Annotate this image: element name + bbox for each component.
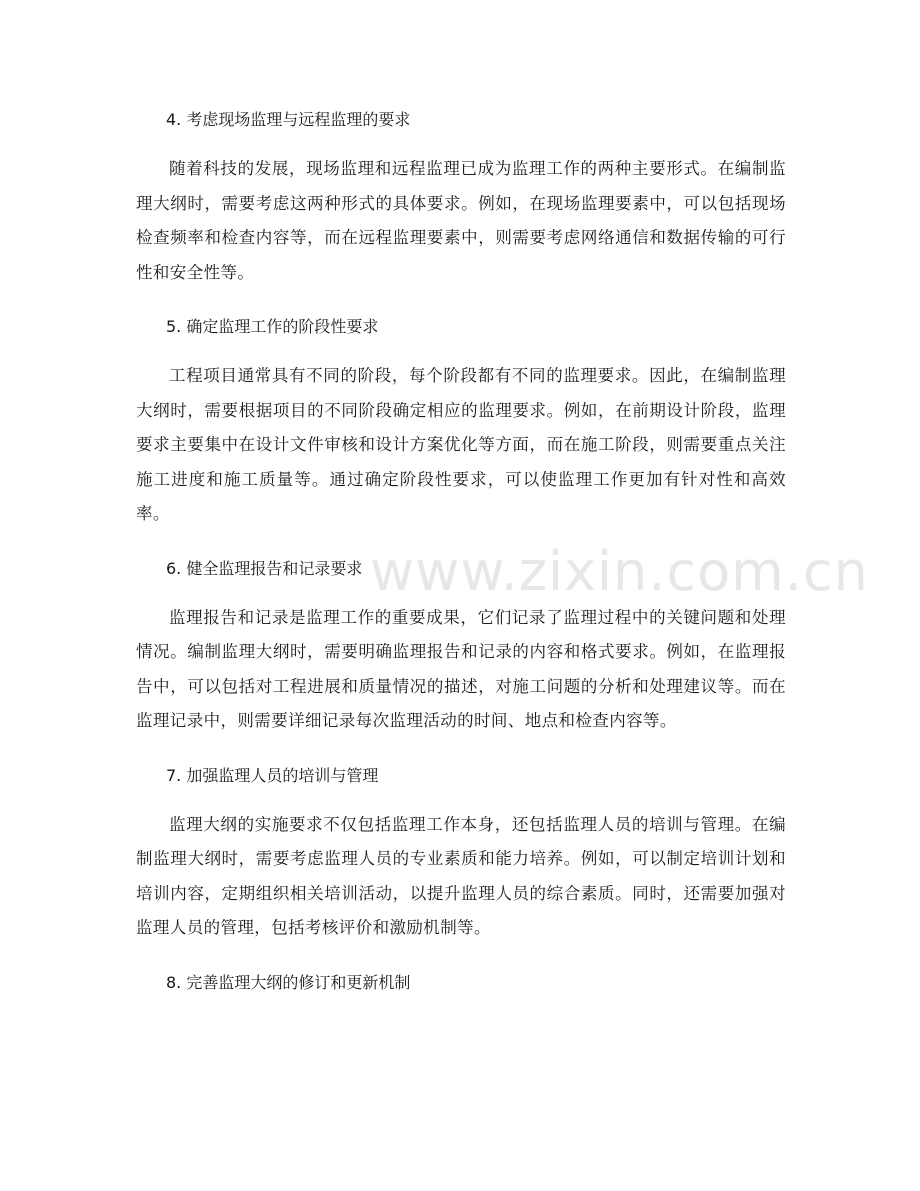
section-paragraph: 随着科技的发展，现场监理和远程监理已成为监理工作的两种主要形式。在编制监理大纲时，需要考虑这两种形式的具体要求。例如，在现场监理要素中，可以包括现场检查频率和检查内容等，而在远程监理要素中，则需要考虑网络通信和数据传输的可行性和安全性等。 [136, 159, 786, 282]
section-6 [136, 549, 786, 739]
section-paragraph: 监理报告和记录是监理工作的重要成果，它们记录了监理过程中的关键问题和处理情况。编制监理大纲时，需要明确监理报告和记录的内容和格式要求。例如，在监理报告中，可以包括对工程进展和质量情况的描述，对施工问题的分析和处理建议等。而在监理记录中，则需要详细记录每次监理活动的时间、地点和检查内容等。 [136, 607, 786, 730]
section-heading: 5. 确定监理工作的阶段性要求 [166, 317, 379, 336]
section-heading: 7. 加强监理人员的培训与管理 [166, 765, 379, 785]
section-8 [136, 963, 786, 1003]
section-4 [136, 100, 786, 290]
section-7 [136, 756, 786, 946]
watermark: www.zixin.com.cn [370, 540, 869, 603]
section-paragraph: 工程项目通常具有不同的阶段，每个阶段都有不同的监理要求。因此，在编制监理大纲时，需要根据项目的不同阶段确定相应的监理要求。例如，在前期设计阶段，监理要求主要集中在设计文件审核和设计方案优化等方面，而在施工阶段，则需要重点关注施工进度和施工质量等。通过确定阶段性要求，可以使监理工作更加有针对性和高效率。 [136, 366, 786, 523]
section-heading: 8. 完善监理大纲的修订和更新机制 [166, 972, 411, 992]
section-heading: 4. 考虑现场监理与远程监理的要求 [166, 110, 411, 129]
section-paragraph: 监理大纲的实施要求不仅包括监理工作本身，还包括监理人员的培训与管理。在编制监理大纲时，需要考虑监理人员的专业素质和能力培养。例如，可以制定培训计划和培训内容，定期组织相关培训活动，以提升监理人员的综合素质。同时，还需要加强对监理人员的管理，包括考核评价和激励机制等。 [136, 814, 786, 937]
document-body [136, 100, 786, 1015]
section-heading: 6. 健全监理报告和记录要求 [166, 558, 363, 578]
section-5 [136, 307, 786, 532]
